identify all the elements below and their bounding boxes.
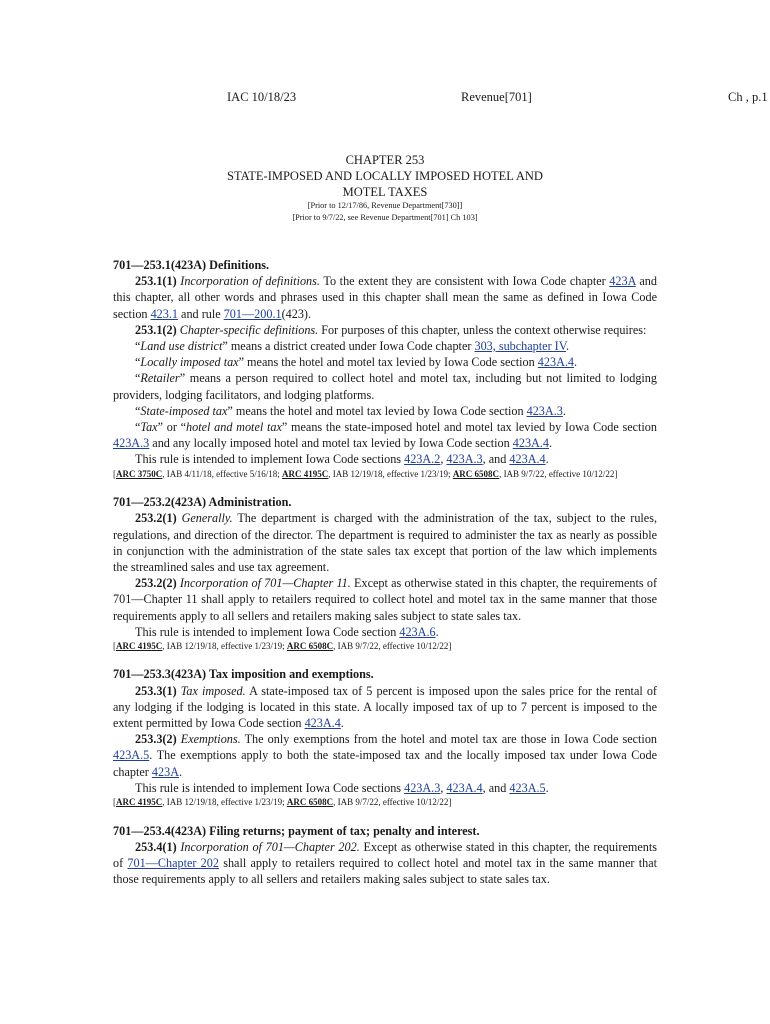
link-303-subchapter-iv[interactable]: 303, subchapter IV	[474, 339, 566, 354]
link-423a-4[interactable]: 423A.4	[509, 452, 546, 467]
rule-253-2	[113, 494, 657, 652]
link-701-chapter-202[interactable]: 701—Chapter 202	[127, 856, 219, 870]
link-423a-3[interactable]: 423A.3	[526, 403, 563, 418]
subrule-number: 253.1(2)	[135, 322, 177, 337]
link-423a-5[interactable]: 423A.5	[509, 780, 546, 795]
subrule-253-3-1: 253.3(1) Tax imposed. A state-imposed tax of 5 percent is imposed upon the sales price for the rental of any lodging if the lodging is located in this state. A locally imposed tax of up to 7 percent is imposed to the extent permitted by Iowa Code section 423A.4.	[113, 683, 657, 731]
implementation-note: This rule is intended to implement Iowa Code sections 423A.2, 423A.3, and 423A.4.	[135, 452, 549, 467]
link-423a-5[interactable]: 423A.5	[113, 748, 150, 763]
subrule-253-3-2: 253.3(2) Exemptions. The only exemptions from the hotel and motel tax are those in Iowa Code section 423A.5. The exemptions apply to both the state-imposed tax and the locally imposed tax under Iowa Code chapter 423A.	[113, 732, 657, 779]
subrule-number: 253.2(1)	[135, 511, 177, 526]
arc-4195c-link[interactable]: ARC 4195C	[116, 797, 163, 808]
link-423a-3[interactable]: 423A.3	[404, 780, 441, 795]
subrule-title: Incorporation of 701—Chapter 202.	[180, 839, 360, 854]
subrule-253-1-2: 253.1(2) Chapter-specific definitions. For purposes of this chapter, unless the context otherwise requires:	[135, 322, 647, 337]
link-423-1[interactable]: 423.1	[150, 306, 178, 321]
rule-253-4	[113, 823, 657, 888]
rule-heading: 701—253.4(423A) Filing returns; payment of tax; penalty and interest.	[113, 823, 480, 838]
history-note: [ARC 3750C, IAB 4/11/18, effective 5/16/18; ARC 4195C, IAB 12/19/18, effective 1/23/19; ARC 6508C, IAB 9/7/22, effective 10/12/22]	[113, 468, 618, 479]
definition-tax: “Tax” or “hotel and motel tax” means the state-imposed hotel and motel tax levied by Iowa Code section 423A.3 and any locally imposed hotel and motel tax levied by Iowa Code section 423A.4.	[113, 420, 657, 451]
subrule-title: Incorporation of 701—Chapter 11.	[179, 576, 351, 591]
arc-3750c-link[interactable]: ARC 3750C	[116, 468, 163, 479]
chapter-heading	[113, 152, 657, 200]
chapter-title-line1: STATE-IMPOSED AND LOCALLY IMPOSED HOTEL AND	[227, 169, 543, 183]
header-agency: Revenue[701]	[461, 90, 532, 104]
link-423a-4[interactable]: 423A.4	[512, 436, 549, 451]
chapter-history-2: [Prior to 9/7/22, see Revenue Department[701] Ch 103]	[292, 212, 478, 222]
arc-4195c-link[interactable]: ARC 4195C	[281, 468, 329, 479]
implementation-note: This rule is intended to implement Iowa Code section 423A.6.	[135, 624, 439, 639]
subrule-number: 253.1(1)	[135, 274, 177, 289]
rule-heading: 701—253.1(423A) Definitions.	[113, 258, 270, 272]
link-423a-4[interactable]: 423A.4	[446, 780, 483, 795]
subrule-number: 253.2(2)	[135, 576, 177, 591]
subrule-title: Exemptions.	[180, 732, 241, 747]
rule-253-3	[113, 666, 657, 808]
arc-4195c-link[interactable]: ARC 4195C	[116, 640, 163, 651]
implementation-note: This rule is intended to implement Iowa Code sections 423A.3, 423A.4, and 423A.5.	[135, 780, 549, 795]
link-423a-4[interactable]: 423A.4	[537, 355, 575, 370]
subrule-title: Incorporation of definitions.	[180, 274, 320, 289]
header-page: Ch , p.1	[728, 90, 768, 104]
link-423a-3[interactable]: 423A.3	[446, 452, 483, 467]
chapter-history	[113, 200, 657, 223]
arc-6508c-link[interactable]: ARC 6508C	[286, 640, 334, 651]
arc-6508c-link[interactable]: ARC 6508C	[286, 797, 334, 808]
subrule-title: Chapter-specific definitions.	[179, 322, 319, 337]
subrule-253-1-1: 253.1(1) Incorporation of definitions. To the extent they are consistent with Iowa Code chapter 423A and this chapter, all other words and phrases used in this chapter shall mean the same as defined in Iowa Code section 423.1 and rule 701—200.1(423).	[113, 274, 657, 321]
arc-6508c-link[interactable]: ARC 6508C	[452, 468, 500, 479]
subrule-number: 253.3(2)	[135, 732, 177, 747]
history-note: [ARC 4195C, IAB 12/19/18, effective 1/23/19; ARC 6508C, IAB 9/7/22, effective 10/12/22]	[113, 797, 452, 808]
link-701-200-1[interactable]: 701—200.1	[223, 306, 282, 321]
subrule-title: Generally.	[181, 511, 233, 526]
rule-heading: 701—253.2(423A) Administration.	[113, 495, 292, 510]
chapter-number: CHAPTER 253	[345, 153, 425, 167]
definition-locally-imposed-tax: “Locally imposed tax” means the hotel and motel tax levied by Iowa Code section 423A.4.	[135, 355, 578, 370]
history-note: [ARC 4195C, IAB 12/19/18, effective 1/23/19; ARC 6508C, IAB 9/7/22, effective 10/12/22]	[113, 640, 452, 651]
rule-253-1	[113, 257, 657, 480]
header-date: IAC 10/18/23	[227, 90, 297, 104]
link-423a[interactable]: 423A	[151, 764, 180, 779]
chapter-title-line2: MOTEL TAXES	[342, 185, 428, 199]
subrule-number: 253.3(1)	[135, 683, 177, 698]
link-423a-2[interactable]: 423A.2	[404, 452, 441, 467]
subrule-number: 253.4(1)	[135, 839, 177, 854]
subrule-253-4-1: 253.4(1) Incorporation of 701—Chapter 202. Except as otherwise stated in this chapter, the requirements of 701—Chapter 202 shall apply to retailers required to collect hotel and motel tax in the same manner that those requirements apply to all sellers and retailers making sales subject to state sales tax.	[113, 839, 657, 887]
subrule-253-2-2: 253.2(2) Incorporation of 701—Chapter 11. Except as otherwise stated in this chapter, the requirements of 701—Chapter 11 shall apply to retailers required to collect hotel and motel tax in the same manner that those requirements apply to all sellers and retailers making sales subject to state sales tax.	[113, 576, 658, 623]
definition-land-use-district: “Land use district” means a district created under Iowa Code chapter 303, subchapter IV.	[135, 339, 570, 354]
subrule-253-2-1: 253.2(1) Generally. The department is charged with the administration of the tax, subject to the rules, regulations, and direction of the director. The department is required to administer the tax as nearly as possible in conjunction with the administration of the state sales tax except that portion of the law which implements the streamlined sales and use tax agreement.	[113, 511, 658, 574]
page-header	[0, 90, 770, 106]
document-body	[113, 152, 657, 887]
link-423a-4[interactable]: 423A.4	[304, 716, 341, 731]
definition-state-imposed-tax: “State-imposed tax” means the hotel and motel tax levied by Iowa Code section 423A.3.	[135, 403, 566, 418]
subrule-title: Tax imposed.	[180, 683, 246, 698]
link-423a-6[interactable]: 423A.6	[399, 624, 436, 639]
link-423a[interactable]: 423A	[609, 274, 636, 289]
link-423a-3[interactable]: 423A.3	[113, 436, 150, 451]
chapter-history-1: [Prior to 12/17/86, Revenue Department[730]]	[307, 201, 463, 210]
definition-retailer: “Retailer” means a person required to collect hotel and motel tax, including but not limited to lodging providers, lodging facilitators, and lodging platforms.	[113, 371, 657, 402]
rule-heading: 701—253.3(423A) Tax imposition and exemptions.	[113, 667, 374, 682]
